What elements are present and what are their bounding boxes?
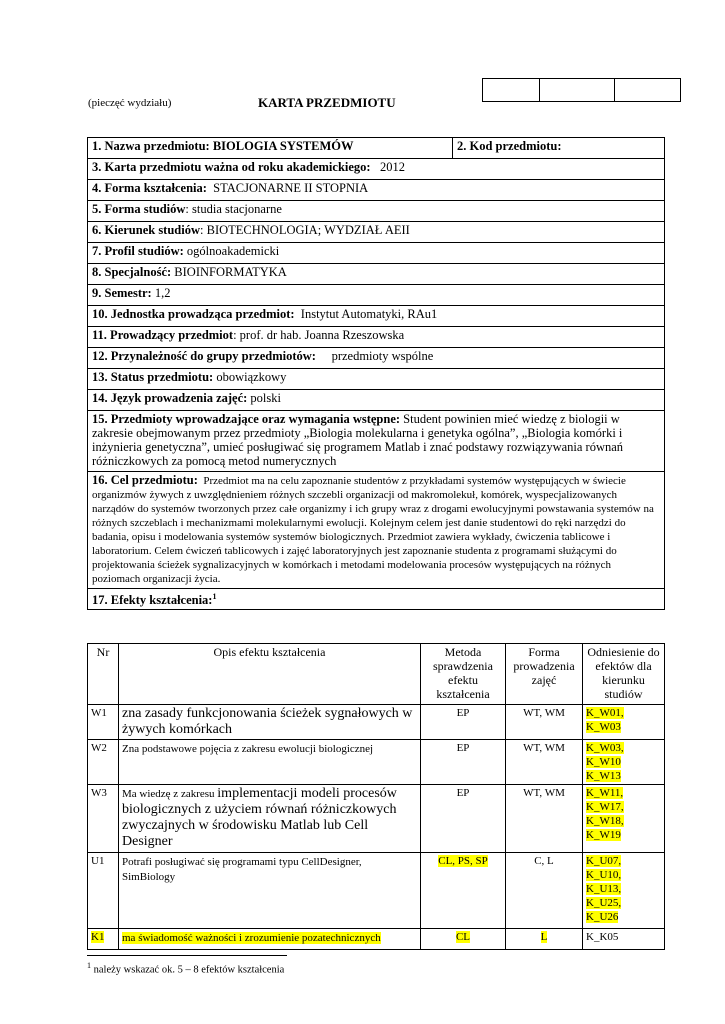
field-2: 2. Kod przedmiotu: — [453, 138, 665, 159]
outcome-method: EP — [421, 740, 506, 785]
learning-outcomes-table — [87, 643, 665, 950]
page-title: KARTA PRZEDMIOTU — [258, 95, 396, 110]
field-5: 5. Forma studiów: studia stacjonarne — [88, 201, 665, 222]
field-1: 1. Nazwa przedmiotu: BIOLOGIA SYSTEMÓW — [88, 138, 453, 159]
code-box-divider — [614, 79, 615, 101]
outcome-form: C, L — [506, 853, 583, 929]
code-box-divider — [539, 79, 540, 101]
header-form: Forma prowadzenia zajęć — [506, 644, 583, 705]
outcome-row — [88, 740, 665, 785]
outcome-nr: U1 — [88, 853, 119, 929]
outcome-nr: W2 — [88, 740, 119, 785]
outcome-method: EP — [421, 785, 506, 853]
outcome-form: WT, WM — [506, 740, 583, 785]
outcome-nr: W1 — [88, 705, 119, 740]
outcome-row — [88, 705, 665, 740]
field-15: 15. Przedmioty wprowadzające oraz wymagania wstępne: Student powinien mieć wiedzę z biologii w zakresie obejmowanym przez przedmioty „Biologia molekularna i genetyka ogólna”, „Biologia komórki i inżynieria genetyczna”, umieć posługiwać się programem Matlab i znać podstawy rozwiązywania równań różniczkowych za pomocą metod numerycznych — [88, 411, 665, 472]
outcome-method: CL — [421, 929, 506, 950]
field-10: 10. Jednostka prowadząca przedmiot: Instytut Automatyki, RAu1 — [88, 306, 665, 327]
footnote-separator — [87, 955, 287, 956]
field-13: 13. Status przedmiotu: obowiązkowy — [88, 369, 665, 390]
outcome-form: WT, WM — [506, 785, 583, 853]
field-11: 11. Prowadzący przedmiot: prof. dr hab. Joanna Rzeszowska — [88, 327, 665, 348]
field-14: 14. Język prowadzenia zajęć: polski — [88, 390, 665, 411]
field-16: 16. Cel przedmiotu: Przedmiot ma na celu zapoznanie studentów z przykładami systemów występujących w świecie organizmów żywych z uwzględnieniem różnych szczebli organizacji od makromolekuł, komórek, wyspecjalizowanych narządów do systemów tworzonych przez całe organizmy i ich grupy wraz z drogami ewolucyjnymi powstawania systemów na różnych szczeblach i mechanizmami molekularnymi ewolucji. Kolejnym celem jest danie studentowi do ręki narzędzi do badania, opisu i modelowania systemów systemów biologicznych. Przedmiot zawiera wykłady, ćwiczenia tablicowe i laboratorium. Celem ćwiczeń tablicowych i zajęć laboratoryjnych jest zapoznanie studenta z programami służącymi do projektowania ścieżek sygnalizacyjnych w komórkach i metodami modelowania procesów występujących na różnych poziomach organizacji życia. — [88, 472, 665, 589]
outcome-row — [88, 929, 665, 950]
outcome-row — [88, 785, 665, 853]
field-4: 4. Forma kształcenia: STACJONARNE II STOPNIA — [88, 180, 665, 201]
header-reference: Odniesienie do efektów dla kierunku studiów — [583, 644, 665, 705]
outcome-description: Ma wiedzę z zakresu implementacji modeli procesów biologicznych z użyciem równań różniczkowych zwyczajnych w środowisku Matlab lub Cell Designer — [119, 785, 421, 853]
field-7: 7. Profil studiów: ogólnoakademicki — [88, 243, 665, 264]
outcome-description: zna zasady funkcjonowania ścieżek sygnałowych w żywych komórkach — [119, 705, 421, 740]
outcome-reference: K_W03, K_W10 K_W13 — [583, 740, 665, 785]
field-9: 9. Semestr: 1,2 — [88, 285, 665, 306]
outcome-form: L — [506, 929, 583, 950]
field-8: 8. Specjalność: BIOINFORMATYKA — [88, 264, 665, 285]
header-method: Metoda sprawdzenia efektu kształcenia — [421, 644, 506, 705]
outcome-method: EP — [421, 705, 506, 740]
field-3: 3. Karta przedmiotu ważna od roku akademickiego: 2012 — [88, 159, 665, 180]
header-nr: Nr — [88, 644, 119, 705]
footnote: $^1$ należy wskazać ok. 5 – 8 efektów kształcenia — [87, 961, 285, 976]
outcome-method: CL, PS, SP — [421, 853, 506, 929]
header-description: Opis efektu kształcenia — [119, 644, 421, 705]
faculty-stamp-label: (pieczęć wydziału) — [88, 97, 172, 109]
field-17: 17. Efekty kształcenia:$^1$ — [88, 589, 665, 610]
outcome-nr: K1 — [88, 929, 119, 950]
course-card-table — [87, 137, 665, 610]
outcome-description: Potrafi posługiwać się programami typu CellDesigner, SimBiology — [119, 853, 421, 929]
outcomes-header-row — [88, 644, 665, 705]
outcome-description: Zna podstawowe pojęcia z zakresu ewolucji biologicznej — [119, 740, 421, 785]
outcome-description: ma świadomość ważności i zrozumienie pozatechnicznych — [119, 929, 421, 950]
outcome-row — [88, 853, 665, 929]
field-6: 6. Kierunek studiów: BIOTECHNOLOGIA; WYDZIAŁ AEII — [88, 222, 665, 243]
outcome-reference: K_K05 — [583, 929, 665, 950]
outcome-reference: K_W01, K_W03 — [583, 705, 665, 740]
outcome-form: WT, WM — [506, 705, 583, 740]
field-12: 12. Przynależność do grupy przedmiotów: przedmioty wspólne — [88, 348, 665, 369]
outcome-reference: K_W11, K_W17, K_W18, K_W19 — [583, 785, 665, 853]
outcome-reference: K_U07, K_U10, K_U13, K_U25, K_U26 — [583, 853, 665, 929]
code-boxes — [482, 78, 681, 102]
outcome-nr: W3 — [88, 785, 119, 853]
